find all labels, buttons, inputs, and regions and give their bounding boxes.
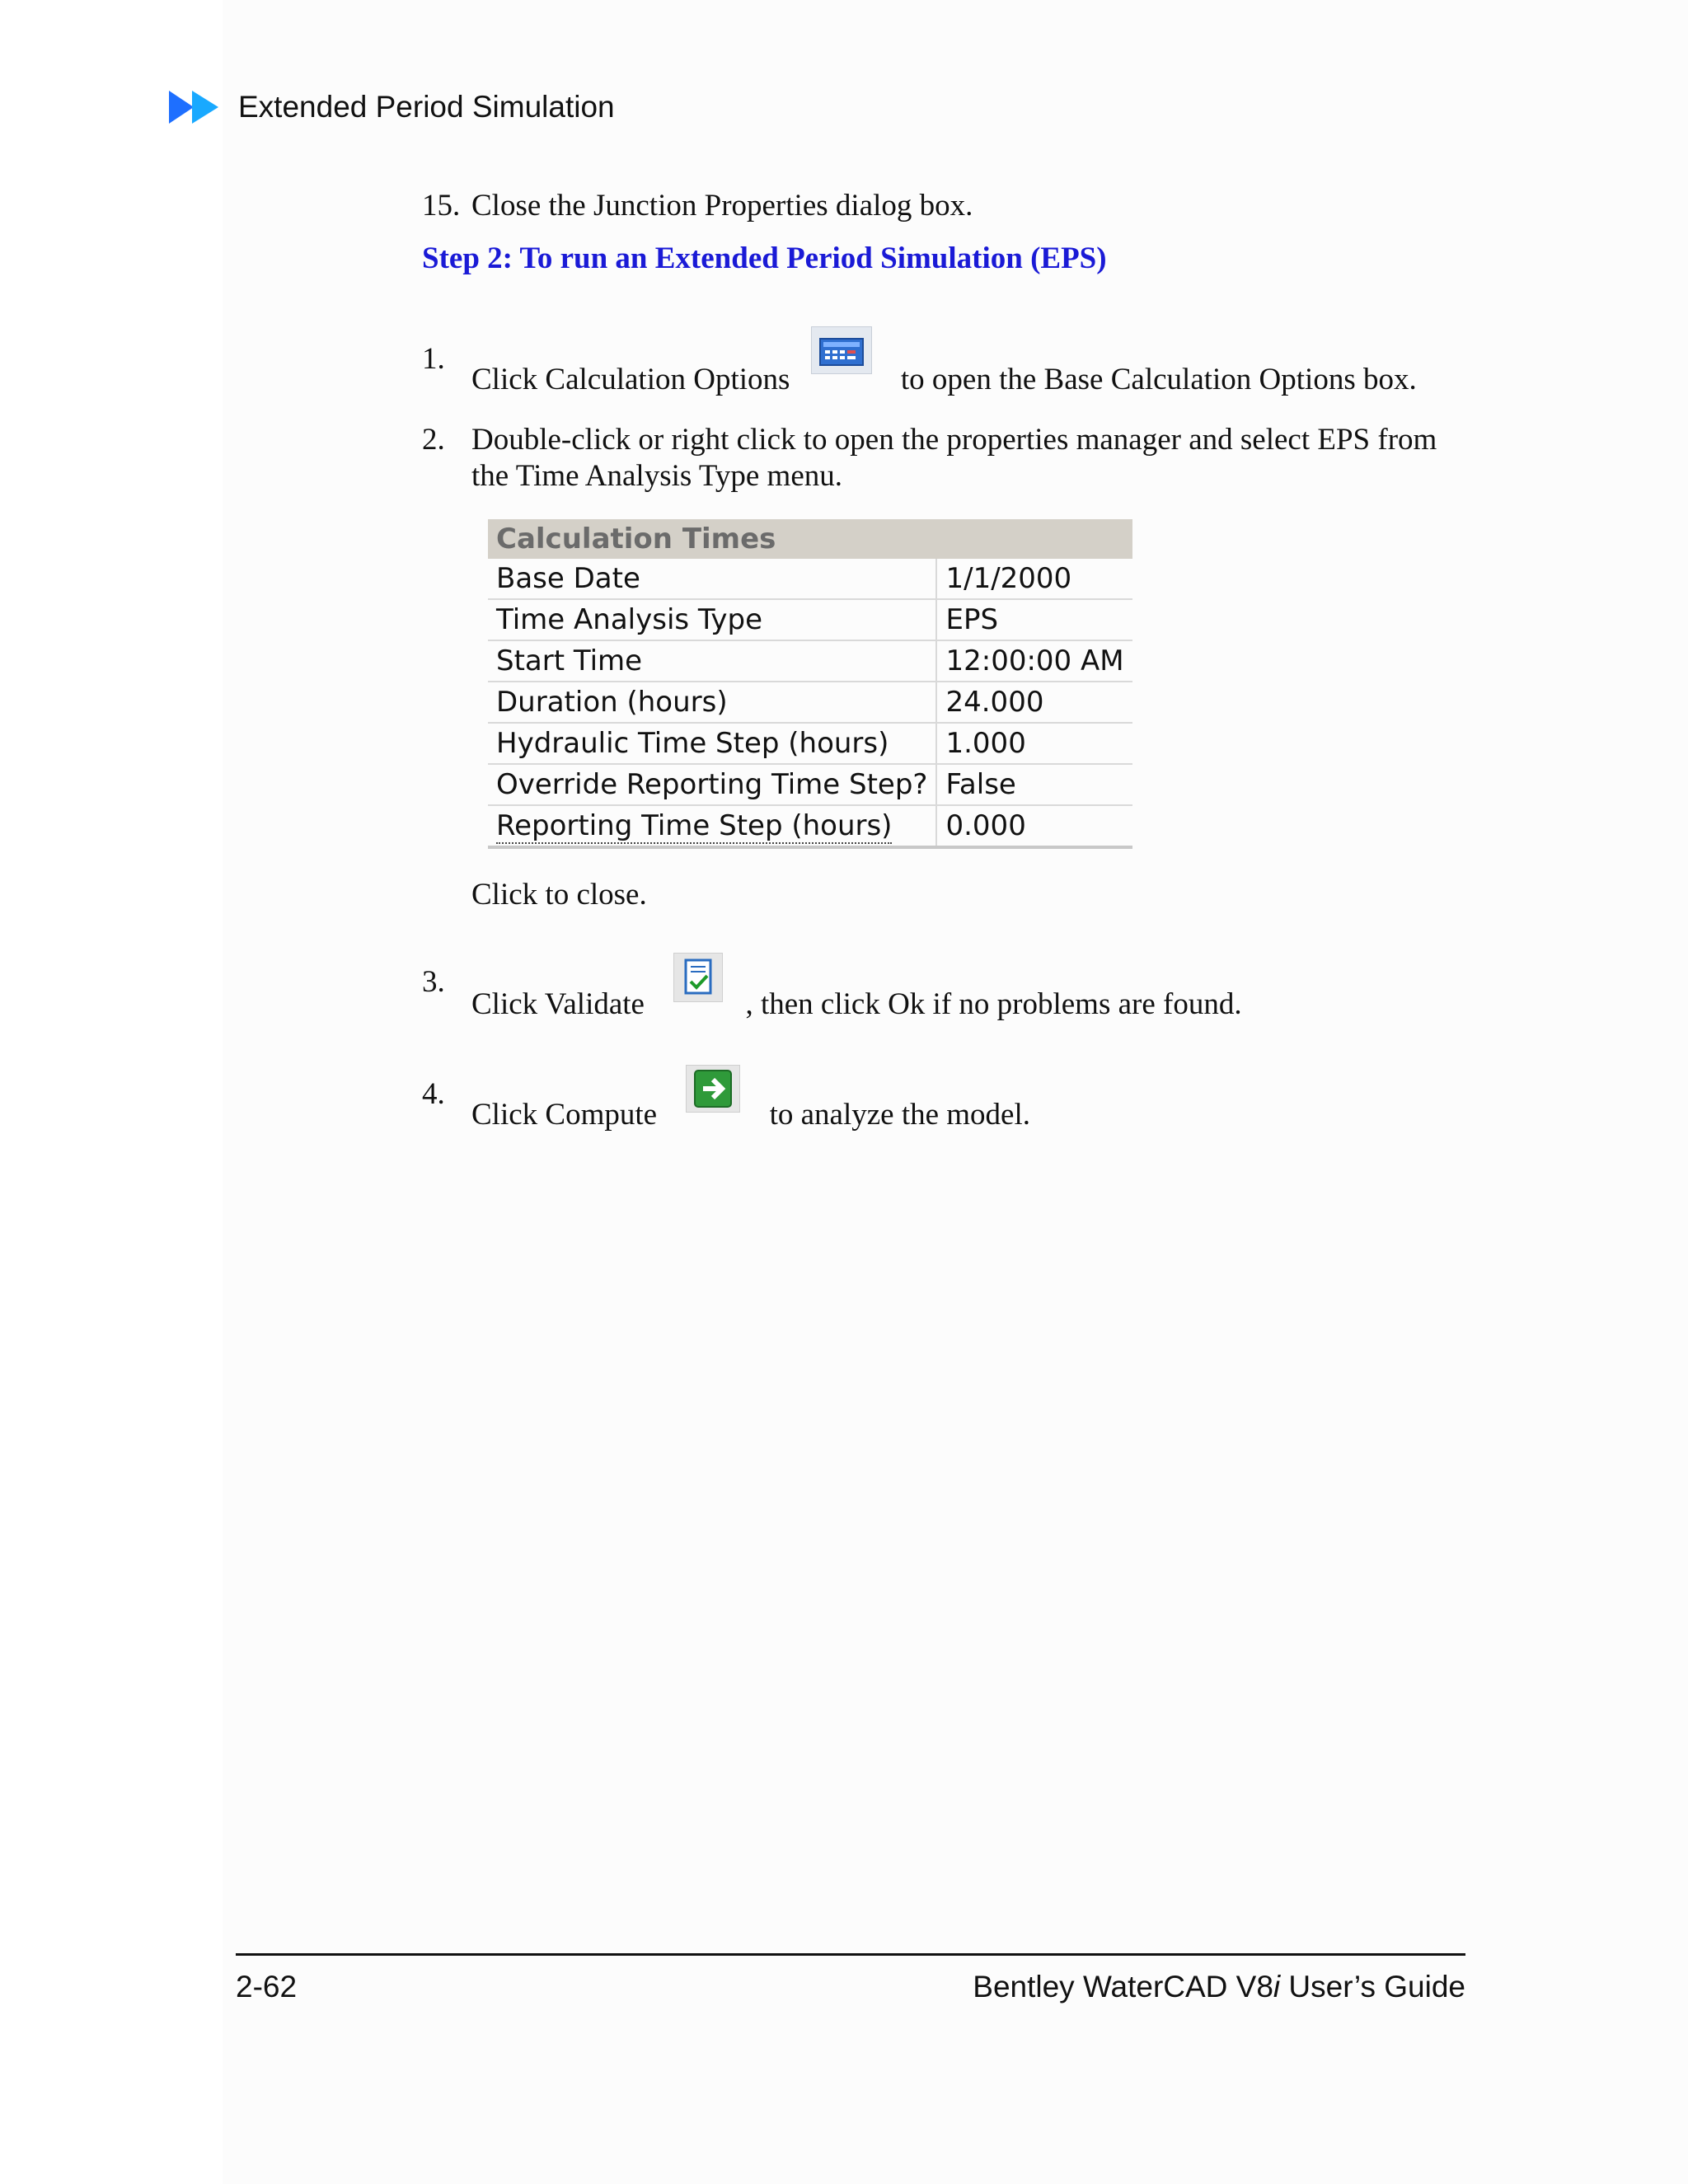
table-row[interactable] — [488, 599, 1132, 640]
header-title: Extended Period Simulation — [238, 90, 615, 124]
item-4-number: 4. — [422, 1077, 445, 1111]
guide-title — [973, 1970, 1465, 2004]
item-3-text-after: , then click Ok if no problems are found. — [745, 987, 1242, 1021]
calculation-times-table — [488, 519, 1132, 849]
row-value[interactable]: EPS — [936, 599, 1132, 640]
section-heading: Step 2: To run an Extended Period Simulation (EPS) — [422, 241, 1107, 275]
guide-title-prefix: Bentley WaterCAD V8 — [973, 1970, 1273, 2004]
validate-icon[interactable] — [673, 953, 723, 1002]
step-15 — [422, 188, 973, 224]
page-header — [169, 87, 615, 127]
table-row[interactable] — [488, 805, 1132, 847]
row-label: Time Analysis Type — [488, 599, 936, 640]
row-label: Override Reporting Time Step? — [488, 764, 936, 805]
row-label: Base Date — [488, 559, 936, 599]
table-row[interactable] — [488, 640, 1132, 682]
row-label: Hydraulic Time Step (hours) — [488, 723, 936, 764]
table-row[interactable] — [488, 559, 1132, 599]
row-value[interactable]: 1/1/2000 — [936, 559, 1132, 599]
row-label: Reporting Time Step (hours) — [496, 809, 893, 842]
click-to-close-text: Click to close. — [471, 878, 647, 912]
row-value[interactable]: 1.000 — [936, 723, 1132, 764]
table-header-row — [488, 519, 1132, 559]
table-row[interactable] — [488, 764, 1132, 805]
item-4-text-before: Click Compute — [471, 1098, 658, 1132]
compute-icon[interactable] — [686, 1065, 740, 1113]
row-label: Duration (hours) — [488, 682, 936, 723]
step-15-text: Close the Junction Properties dialog box. — [471, 189, 973, 223]
table-title: Calculation Times — [488, 519, 1132, 559]
guide-title-suffix: User’s Guide — [1280, 1970, 1465, 2004]
guide-title-italic: i — [1273, 1970, 1281, 2004]
footer-divider — [236, 1953, 1465, 1956]
item-2-text: Double-click or right click to open the properties manager and select EPS from the Time Analysis Type menu. — [471, 423, 1437, 493]
item-1-number: 1. — [422, 342, 445, 376]
item-3-number: 3. — [422, 965, 445, 999]
page-number: 2-62 — [236, 1970, 298, 2004]
item-1-text-after: to open the Base Calculation Options box. — [900, 363, 1417, 396]
row-value[interactable]: 24.000 — [936, 682, 1132, 723]
item-4-text-after: to analyze the model. — [769, 1098, 1031, 1132]
row-label: Start Time — [488, 640, 936, 682]
table-row[interactable] — [488, 682, 1132, 723]
row-value[interactable]: 12:00:00 AM — [936, 640, 1132, 682]
item-2-number: 2. — [422, 423, 445, 457]
row-value[interactable]: 0.000 — [936, 805, 1132, 847]
row-value[interactable]: False — [936, 764, 1132, 805]
calculation-options-icon[interactable] — [811, 326, 872, 374]
step-15-number: 15. — [422, 189, 461, 223]
item-3-text-before: Click Validate — [471, 987, 645, 1021]
double-chevron-right-icon — [169, 89, 222, 125]
item-1-text-before: Click Calculation Options — [471, 363, 790, 396]
table-row[interactable] — [488, 723, 1132, 764]
